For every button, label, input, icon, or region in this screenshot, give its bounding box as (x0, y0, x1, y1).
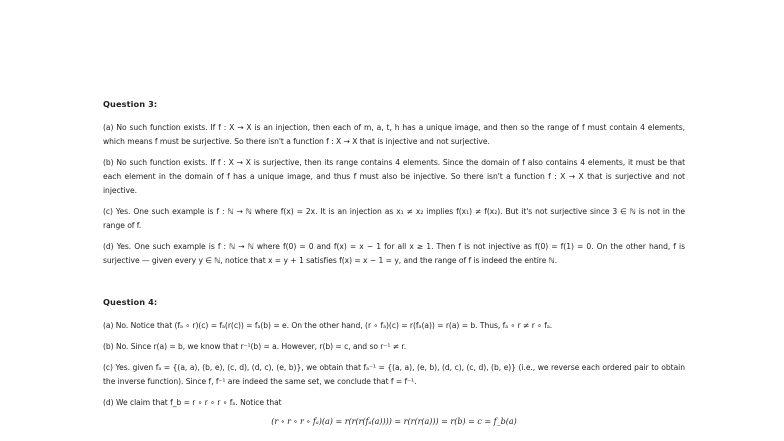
section-spacer (103, 275, 685, 297)
displayed-equation: (r ∘ r ∘ r ∘ fₐ)(a) = r(r(r(fₐ(a)))) = r(r(r(a))) = r(b) = c = f_b(a) (271, 417, 517, 426)
question-4-part-b: (b) No. Since r(a) = b, we know that r⁻¹(b) = a. However, r(b) = c, and so r⁻¹ ≠ r. (103, 342, 407, 351)
question-heading: Question 4: (103, 297, 158, 307)
question-3-section (103, 99, 685, 268)
question-4-part-a: (a) No. Notice that (fₐ ∘ r)(c) = fₐ(r(c)) = fₐ(b) = e. On the other hand, (r ∘ fₐ)(c) = r(fₐ(a)) = r(a) = b. Thus, fₐ ∘ r ≠ r ∘ fₐ. (103, 321, 553, 330)
question-heading: Question 3: (103, 99, 158, 109)
question-3-part-b: (b) No such function exists. If f : X → X is surjective, then its range contains 4 elements. Since the domain of f also contains 4 elements, it must be that each element in the domain of f has a unique image, and thus f must also be injective. So there isn't a function f : X → X that is surjective and not injective. (103, 158, 685, 195)
question-3-part-d: (d) Yes. One such example is f : ℕ → ℕ where f(0) = 0 and f(x) = x − 1 for all x ≥ 1. Then f is not injective as f(0) = f(1) = 0. On the other hand, f is surjective — given every y ∈ ℕ, notice that x = y + 1 satisfies f(x) = x − 1 = y, and the range of f is indeed the entire ℕ. (103, 242, 685, 265)
question-4-part-d: (d) We claim that f_b = r ∘ r ∘ r ∘ fₐ. Notice that (103, 398, 282, 407)
question-4-section (103, 297, 685, 426)
question-3-part-a: (a) No such function exists. If f : X → X is an injection, then each of m, a, t, h has a unique image, and then so the range of f must contain 4 elements, which means f must be surjective. So there isn't a function f : X → X that is injective and not surjective. (103, 123, 685, 146)
document-content (103, 99, 685, 426)
question-4-part-c: (c) Yes. given fₐ = {(a, a), (b, e), (c, d), (d, c), (e, b)}, we obtain that fₐ⁻¹ = {(a, a), (e, b), (d, c), (c, d), (b, e)} (i.e., we reverse each ordered pair to obtain the inverse function). Since f, f⁻¹ are indeed the same set, we conclude that f = f⁻¹. (103, 363, 685, 386)
question-3-part-c: (c) Yes. One such example is f : ℕ → ℕ where f(x) = 2x. It is an injection as x₁ ≠ x₂ implies f(x₁) ≠ f(x₂). But it's not surjective since 3 ∈ ℕ is not in the range of f. (103, 207, 685, 230)
